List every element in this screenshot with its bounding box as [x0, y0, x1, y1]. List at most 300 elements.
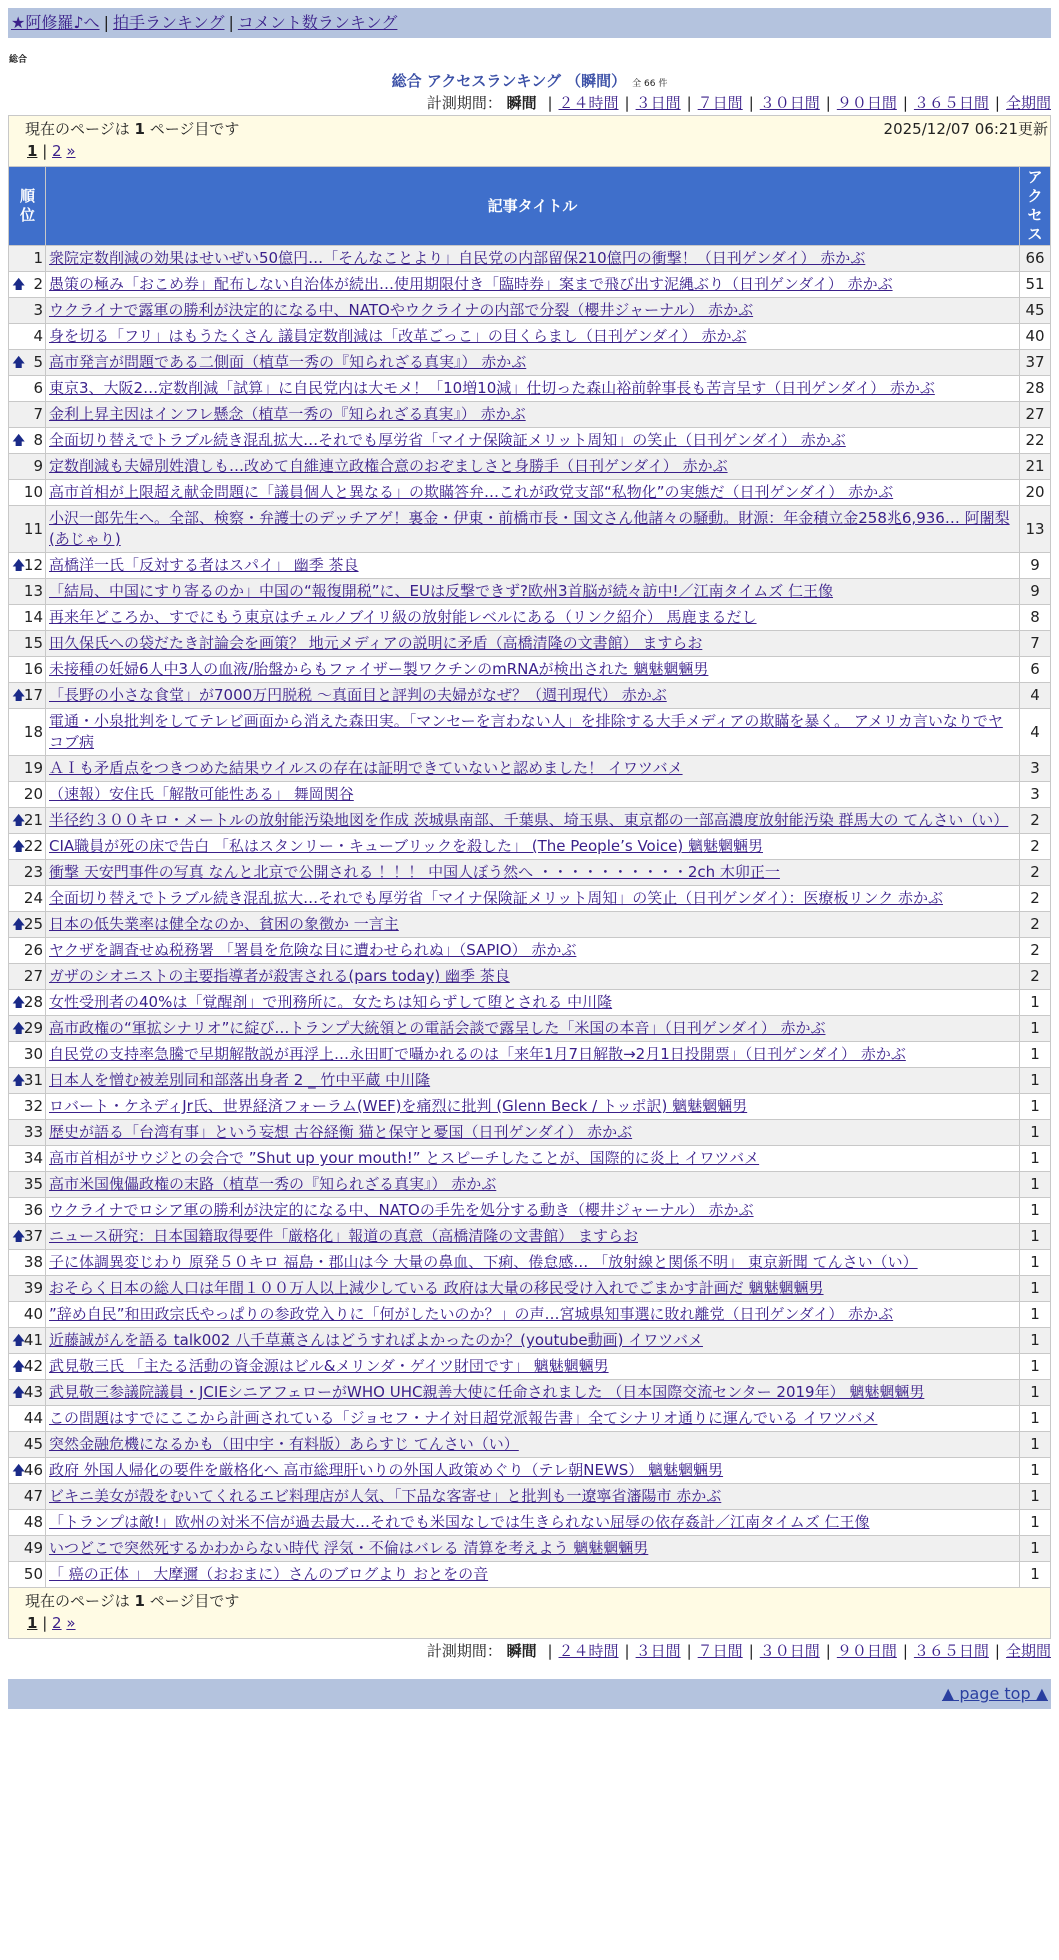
rank-cell [9, 808, 46, 834]
table-row [9, 350, 1051, 376]
access-count: 6 [1020, 657, 1051, 683]
access-count: 45 [1020, 298, 1051, 324]
rank-cell [9, 964, 46, 990]
period-label: 計測期間： [426, 94, 502, 112]
arrow-up-icon: 🡅 [12, 1333, 26, 1348]
title-cell [46, 1094, 1020, 1120]
pager-page-2[interactable]: 2 [52, 1614, 62, 1632]
article-link[interactable]: ガザのシオニストの主要指導者が殺害される(pars today) 幽季 茶良 [49, 967, 510, 985]
article-link[interactable]: 金利上昇主因はインフレ懸念（植草一秀の『知られざる真実』） 赤かぶ [49, 405, 526, 423]
comment-ranking-link[interactable]: コメント数ランキング [237, 13, 398, 32]
table-row [9, 1458, 1051, 1484]
rank-number: 5 [33, 353, 43, 371]
rank-cell [9, 298, 46, 324]
table-row [9, 376, 1051, 402]
period-link-1[interactable]: ３日間 [635, 94, 681, 112]
arrow-up-icon: 🡅 [12, 1463, 26, 1478]
rank-cell [9, 1458, 46, 1484]
access-count: 1 [1020, 1328, 1051, 1354]
table-row [9, 1250, 1051, 1276]
article-link[interactable]: 近藤誠がんを語る talk002 八千草薫さんはどうすればよかったのか？(youtube動画) イワツバメ [49, 1331, 703, 1349]
article-link[interactable]: ビキニ美女が殻をむいてくれるエビ料理店が人気、「下品な客寄せ」と批判も一遼寧省瀋陽市 赤かぶ [49, 1487, 722, 1505]
rank-number: 10 [23, 483, 43, 501]
pager-bottom: 1 | 2 » [27, 1614, 76, 1632]
access-count: 1 [1020, 1146, 1051, 1172]
pager-top: 1 | 2 » [27, 142, 76, 160]
pager-next[interactable]: » [66, 142, 76, 160]
rank-cell [9, 683, 46, 709]
rank-number: 40 [23, 1305, 43, 1323]
article-link[interactable]: ニュース研究：日本国籍取得要件「厳格化」報道の真意（高橋清隆の文書館） ますらお [49, 1227, 639, 1245]
access-count: 1 [1020, 1432, 1051, 1458]
rank-number: 42 [23, 1357, 43, 1375]
access-count: 2 [1020, 808, 1051, 834]
article-link[interactable]: 衝撃 天安門事件の写真 なんと北京で公開される ！！！ 中国人ぼう然へ ・・・・・・・・・・2ch 木卯正一 [49, 863, 780, 881]
rank-cell [9, 1146, 46, 1172]
period-link-5[interactable]: ３６５日間 [913, 94, 989, 112]
period-selector-bottom: 計測期間： 瞬間 | ２４時間 | ３日間 | ７日間 | ３０日間 | ９０日間 | ３６５日間 | 全期間 [426, 1642, 1051, 1660]
arrow-up-icon: 🡅 [12, 277, 26, 292]
access-count: 1 [1020, 1562, 1051, 1588]
page-info-box-bottom [8, 1588, 1051, 1639]
col-title: 記事タイトル [46, 167, 1020, 246]
article-link[interactable]: 愚策の極み「おこめ券」配布しない自治体が続出…使用期限付き「臨時券」案まで飛び出す泥縄ぶり（日刊ゲンダイ） 赤かぶ [49, 275, 893, 293]
arrow-up-icon: 🡅 [12, 1021, 26, 1036]
period-link-1[interactable]: ３日間 [635, 1642, 681, 1660]
table-row [9, 1172, 1051, 1198]
rank-cell [9, 506, 46, 553]
access-count: 2 [1020, 886, 1051, 912]
col-rank: 順位 [9, 167, 46, 246]
article-link[interactable]: 「長野の小さな食堂」が7000万円脱税 ～真面目と評判の夫婦がなぜ？（週刊現代） 赤かぶ [49, 686, 667, 704]
rank-number: 15 [23, 634, 43, 652]
access-count: 1 [1020, 990, 1051, 1016]
pager-page-2[interactable]: 2 [52, 142, 62, 160]
rank-number: 14 [23, 608, 43, 626]
article-link[interactable]: 再来年どころか、すでにもう東京はチェルノブイリ級の放射能レベルにある（リンク紹介） 馬鹿まるだし [49, 608, 757, 626]
access-count: 1 [1020, 1536, 1051, 1562]
table-row [9, 631, 1051, 657]
period-current: 瞬間 [506, 94, 537, 112]
access-count: 13 [1020, 506, 1051, 553]
article-link[interactable]: CIA職員が死の床で告白 「私はスタンリー・キューブリックを殺した」 (The People’s Voice) 魑魅魍魎男 [49, 837, 763, 855]
title-cell [46, 834, 1020, 860]
table-row [9, 506, 1051, 553]
table-row [9, 1146, 1051, 1172]
title-cell [46, 964, 1020, 990]
article-link[interactable]: ロバート・ケネディJr氏、世界経済フォーラム(WEF)を痛烈に批判 (Glenn Beck / トッポ訳) 魑魅魍魎男 [49, 1097, 748, 1115]
title-cell [46, 657, 1020, 683]
article-link[interactable]: 電通・小泉批判をしてテレビ画面から消えた森田実。「マンセーを言わない人」を排除する大手メディアの欺瞞を暴く。 アメリカ言いなりでヤコブ病 [49, 712, 1003, 751]
title-cell [46, 1302, 1020, 1328]
rank-cell [9, 912, 46, 938]
article-link[interactable]: この問題はすでにここから計画されている「ジョセフ・ナイ対日超党派報告書」全てシナリオ通りに運んでいる イワツバメ [49, 1409, 878, 1427]
title-cell [46, 1198, 1020, 1224]
access-count: 22 [1020, 428, 1051, 454]
table-row [9, 1094, 1051, 1120]
rank-number: 19 [23, 759, 43, 777]
article-link[interactable]: 高市首相が上限超え献金問題に「議員個人と異なる」の欺瞞答弁…これが政党支部“私物化”の実態だ（日刊ゲンダイ） 赤かぶ [49, 483, 894, 501]
rank-cell [9, 1302, 46, 1328]
table-row [9, 683, 1051, 709]
pager-current: 1 [27, 1614, 38, 1632]
rank-number: 39 [23, 1279, 43, 1297]
title-cell [46, 1406, 1020, 1432]
rank-cell [9, 1198, 46, 1224]
article-link[interactable]: ウクライナで露軍の勝利が決定的になる中、NATOやウクライナの内部で分裂（櫻井ジャーナル） 赤かぶ [49, 301, 754, 319]
rank-number: 4 [33, 327, 43, 345]
access-count: 20 [1020, 480, 1051, 506]
arrow-up-icon: 🡅 [12, 558, 26, 573]
rank-number: 21 [23, 811, 43, 829]
access-count: 9 [1020, 579, 1051, 605]
title-cell [46, 1068, 1020, 1094]
table-row [9, 272, 1051, 298]
article-link[interactable]: ＡＩも矛盾点をつきつめた結果ウイルスの存在は証明できていないと認めました！ イワツバメ [49, 759, 683, 777]
access-count: 1 [1020, 1484, 1051, 1510]
access-count: 27 [1020, 402, 1051, 428]
current-page-text: 現在のページは 1 ページ目です [25, 120, 240, 138]
article-link[interactable]: 田久保氏への袋だたき討論会を画策？ 地元メディアの説明に矛盾（高橋清隆の文書館） ますらお [49, 634, 703, 652]
title-cell [46, 1042, 1020, 1068]
rank-cell [9, 272, 46, 298]
title-cell [46, 1354, 1020, 1380]
article-link[interactable]: 高市政権の“軍拡シナリオ”に綻び…トランプ大統領との電話会談で露呈した「米国の本音」（日刊ゲンダイ） 赤かぶ [49, 1019, 826, 1037]
access-count: 4 [1020, 709, 1051, 756]
rank-cell [9, 1068, 46, 1094]
rank-cell [9, 1016, 46, 1042]
title-cell [46, 272, 1020, 298]
arrow-up-icon: 🡅 [12, 1385, 26, 1400]
period-link-5[interactable]: ３６５日間 [913, 1642, 989, 1660]
article-link[interactable]: 衆院定数削減の効果はせいぜい50億円…「そんなことより」自民党の内部留保210億円の衝撃！（日刊ゲンダイ） 赤かぶ [49, 249, 866, 267]
rank-number: 3 [33, 301, 43, 319]
table-row [9, 1198, 1051, 1224]
table-row [9, 808, 1051, 834]
page-top-link[interactable]: ▲ page top ▲ [941, 1684, 1048, 1703]
pager-current: 1 [27, 142, 38, 160]
rank-cell [9, 1484, 46, 1510]
rank-number: 23 [23, 863, 43, 881]
access-count: 3 [1020, 782, 1051, 808]
rank-cell [9, 1250, 46, 1276]
rank-cell [9, 605, 46, 631]
access-count: 1 [1020, 1094, 1051, 1120]
table-row [9, 324, 1051, 350]
period-link-3[interactable]: ３０日間 [759, 1642, 820, 1660]
rank-cell [9, 1432, 46, 1458]
rank-cell [9, 1328, 46, 1354]
access-count: 9 [1020, 553, 1051, 579]
article-link[interactable]: ”辞め自民”和田政宗氏やっぱりの参政党入りに「何がしたいのか？」の声…宮城県知事選に敗れ離党（日刊ゲンダイ） 赤かぶ [49, 1305, 894, 1323]
rank-number: 44 [23, 1409, 43, 1427]
title-cell [46, 938, 1020, 964]
period-link-4[interactable]: ９０日間 [836, 1642, 897, 1660]
arrow-up-icon: 🡅 [12, 1359, 26, 1374]
period-current: 瞬間 [506, 1642, 537, 1660]
period-link-3[interactable]: ３０日間 [759, 94, 820, 112]
rank-cell [9, 428, 46, 454]
period-link-4[interactable]: ９０日間 [836, 94, 897, 112]
article-link[interactable]: いつどこで突然死するかわからない時代 浮気・不倫はバレる 清算を考えよう 魑魅魍魎男 [49, 1539, 649, 1557]
period-link-0[interactable]: ２４時間 [558, 94, 619, 112]
rank-number: 27 [23, 967, 43, 985]
title-cell [46, 1562, 1020, 1588]
article-link[interactable]: おそらく日本の総人口は年間１００万人以上減少している 政府は大量の移民受け入れでごまかす計画だ 魑魅魍魎男 [49, 1279, 824, 1297]
rank-cell [9, 246, 46, 272]
arrow-up-icon: 🡅 [12, 839, 26, 854]
article-link[interactable]: 「トランプは敵!」欧州の対米不信が過去最大…それでも米国なしでは生きられない屈辱の依存姦計／江南タイムズ 仁王像 [49, 1513, 870, 1531]
access-count: 1 [1020, 1042, 1051, 1068]
rank-number: 26 [23, 941, 43, 959]
table-row [9, 657, 1051, 683]
table-row [9, 480, 1051, 506]
article-link[interactable]: 高市首相がサウジとの会合で ”Shut up your mouth!” とスピーチしたことが、国際的に炎上 イワツバメ [49, 1149, 760, 1167]
rank-number: 31 [23, 1071, 43, 1089]
rank-cell [9, 1172, 46, 1198]
arrow-up-icon: 🡅 [12, 1073, 26, 1088]
article-link[interactable]: 日本の低失業率は健全なのか、貧困の象徴か 一言主 [49, 915, 399, 933]
rank-cell [9, 709, 46, 756]
rank-number: 1 [33, 249, 43, 267]
access-count: 2 [1020, 834, 1051, 860]
article-link[interactable]: 身を切る「フリ」はもうたくさん 議員定数削減は「改革ごっこ」の目くらまし（日刊ゲンダイ） 赤かぶ [49, 327, 747, 345]
article-link[interactable]: 自民党の支持率急騰で早期解散説が再浮上…永田町で囁かれるのは「来年1月7日解散→2月1日投開票」（日刊ゲンダイ） 赤かぶ [49, 1045, 906, 1063]
table-row [9, 1276, 1051, 1302]
rank-number: 20 [23, 785, 43, 803]
title-cell [46, 756, 1020, 782]
rank-number: 45 [23, 1435, 43, 1453]
pager-next[interactable]: » [66, 1614, 76, 1632]
access-count: 66 [1020, 246, 1051, 272]
table-row [9, 454, 1051, 480]
rank-number: 17 [23, 686, 43, 704]
title-cell [46, 1250, 1020, 1276]
table-row [9, 1406, 1051, 1432]
table-row [9, 912, 1051, 938]
access-count: 1 [1020, 1016, 1051, 1042]
title-cell [46, 376, 1020, 402]
access-count: 1 [1020, 1406, 1051, 1432]
title-cell [46, 1016, 1020, 1042]
rank-number: 30 [23, 1045, 43, 1063]
rank-number: 37 [23, 1227, 43, 1245]
period-link-2[interactable]: ７日間 [697, 1642, 743, 1660]
title-cell [46, 1432, 1020, 1458]
table-row [9, 860, 1051, 886]
article-link[interactable]: 武見敬三参議院議員・JCIEシニアフェローがWHO UHC親善大使に任命されました （日本国際交流センター 2019年） 魑魅魍魎男 [49, 1383, 925, 1401]
updated-timestamp: 2025/12/07 06:21更新 [883, 120, 1048, 138]
period-link-6[interactable]: 全期間 [1005, 1642, 1051, 1660]
page-title-row [8, 71, 1051, 91]
arrow-up-icon: 🡅 [12, 1229, 26, 1244]
table-row [9, 579, 1051, 605]
arrow-up-icon: 🡅 [12, 917, 26, 932]
rank-cell [9, 1276, 46, 1302]
rank-number: 47 [23, 1487, 43, 1505]
home-link[interactable]: ★阿修羅♪へ [11, 13, 100, 32]
rank-number: 8 [33, 431, 43, 449]
title-cell [46, 480, 1020, 506]
title-cell [46, 860, 1020, 886]
access-count: 1 [1020, 1068, 1051, 1094]
rank-cell [9, 1120, 46, 1146]
rank-cell [9, 350, 46, 376]
access-count: 1 [1020, 1510, 1051, 1536]
article-link[interactable]: 東京3、大阪2…定数削減「試算」に自民党内は大モメ！「10増10減」仕切った森山裕前幹事長も苦言呈す（日刊ゲンダイ） 赤かぶ [49, 379, 935, 397]
period-link-6[interactable]: 全期間 [1005, 94, 1051, 112]
arrow-up-icon: 🡅 [12, 813, 26, 828]
rank-cell [9, 1406, 46, 1432]
article-link[interactable]: （速報）安住氏「解散可能性ある」 舞岡関谷 [49, 785, 354, 803]
rank-number: 35 [23, 1175, 43, 1193]
rank-number: 25 [23, 915, 43, 933]
article-link[interactable]: 歴史が語る「台湾有事」という妄想 古谷経衡 猫と保守と憂国（日刊ゲンダイ） 赤かぶ [49, 1123, 633, 1141]
rank-cell [9, 402, 46, 428]
table-row [9, 553, 1051, 579]
rank-cell [9, 1536, 46, 1562]
rank-number: 38 [23, 1253, 43, 1271]
article-link[interactable]: ヤクザを調査せぬ税務署 「署員を危険な目に遭わせられぬ」（SAPIO） 赤かぶ [49, 941, 577, 959]
article-link[interactable]: 未接種の妊婦6人中3人の血液/胎盤からもファイザー製ワクチンのmRNAが検出された 魑魅魍魎男 [49, 660, 709, 678]
bottom-bar [8, 1679, 1051, 1709]
rank-number: 50 [23, 1565, 43, 1583]
rank-cell [9, 990, 46, 1016]
rank-number: 33 [23, 1123, 43, 1141]
title-cell [46, 402, 1020, 428]
table-row [9, 246, 1051, 272]
arrow-up-icon: 🡅 [12, 995, 26, 1010]
table-row [9, 1068, 1051, 1094]
access-count: 21 [1020, 454, 1051, 480]
access-count: 2 [1020, 912, 1051, 938]
rank-number: 16 [23, 660, 43, 678]
table-row [9, 990, 1051, 1016]
article-link[interactable]: 突然金融危機になるかも（田中宇・有料版）あらすじ てんさい（い） [49, 1435, 519, 1453]
article-link[interactable]: 日本人を憎む被差別同和部落出身者 2 _ 竹中平蔵 中川隆 [49, 1071, 431, 1089]
title-cell [46, 553, 1020, 579]
access-count: 8 [1020, 605, 1051, 631]
access-count: 3 [1020, 756, 1051, 782]
table-row [9, 1484, 1051, 1510]
article-link[interactable]: 政府 外国人帰化の要件を厳格化へ 高市総理肝いりの外国人政策めぐり（テレ朝NEWS） 魑魅魍魎男 [49, 1461, 724, 1479]
table-row [9, 1562, 1051, 1588]
period-selector-top: 計測期間： 瞬間 | ２４時間 | ３日間 | ７日間 | ３０日間 | ９０日間 | ３６５日間 | 全期間 [426, 94, 1051, 112]
period-link-2[interactable]: ７日間 [697, 94, 743, 112]
rank-cell [9, 480, 46, 506]
arrow-up-icon: 🡅 [12, 688, 26, 703]
article-link[interactable]: 全面切り替えでトラブル続き混乱拡大…それでも厚労省「マイナ保険証メリット周知」の笑止（日刊ゲンダイ） 赤かぶ [49, 431, 846, 449]
rank-cell [9, 1042, 46, 1068]
access-count: 28 [1020, 376, 1051, 402]
rank-number: 9 [33, 457, 43, 475]
article-link[interactable]: 子に体調異変じわり 原発５０キロ 福島・郡山は今 大量の鼻血、下痢、倦怠感… 「放射線と関係不明」 東京新聞 てんさい（い） [49, 1253, 918, 1271]
article-link[interactable]: 高橋洋一氏「反対する者はスパイ」 幽季 茶良 [49, 556, 359, 574]
title-cell [46, 454, 1020, 480]
article-link[interactable]: 半径约３００キロ・メートルの放射能汚染地図を作成 茨城県南部、千葉県、埼玉県、東京都の一部高濃度放射能汚染 群馬大の てんさい（い） [49, 811, 1009, 829]
access-count: 37 [1020, 350, 1051, 376]
table-row [9, 782, 1051, 808]
article-link[interactable]: 「 癌の正体 」 大摩邇（おおまに）さんのブログより おとをの音 [49, 1565, 489, 1583]
title-cell [46, 428, 1020, 454]
top-nav: ★阿修羅♪へ | 拍手ランキング | コメント数ランキング [8, 8, 1051, 38]
title-cell [46, 1120, 1020, 1146]
article-link[interactable]: 小沢一郎先生へ。全部、検察・弁護士のデッチアゲ！裏金・伊東・前橋市長・国文さん他諸々の騒動。財源：年金積立金258兆6,936… 阿闍梨(あじゃり) [49, 509, 1010, 548]
rank-number: 24 [23, 889, 43, 907]
table-header [9, 167, 1051, 246]
title-cell [46, 324, 1020, 350]
page-title: 総合 アクセスランキング （瞬間） [391, 72, 627, 90]
access-count: 1 [1020, 1302, 1051, 1328]
title-cell [46, 246, 1020, 272]
col-access: アクセス [1020, 167, 1051, 246]
article-link[interactable]: 全面切り替えでトラブル続き混乱拡大…それでも厚労省「マイナ保険証メリット周知」の笑止（日刊ゲンダイ）：医療板リンク 赤かぶ [49, 889, 943, 907]
rank-number: 43 [23, 1383, 43, 1401]
title-cell [46, 605, 1020, 631]
page-info-box [8, 115, 1051, 166]
rank-number: 41 [23, 1331, 43, 1349]
rank-number: 28 [23, 993, 43, 1011]
access-count: 1 [1020, 1198, 1051, 1224]
rank-number: 2 [33, 275, 43, 293]
rank-cell [9, 1094, 46, 1120]
title-cell [46, 1458, 1020, 1484]
title-cell [46, 1328, 1020, 1354]
access-count: 1 [1020, 1224, 1051, 1250]
article-link[interactable]: ウクライナでロシア軍の勝利が決定的になる中、NATOの手先を処分する動き（櫻井ジャーナル） 赤かぶ [49, 1201, 754, 1219]
title-cell [46, 579, 1020, 605]
title-cell [46, 506, 1020, 553]
article-link[interactable]: 「結局、中国にすり寄るのか」中国の“報復開税”に、EUは反撃できず?欧州3首脳が続々訪中!／江南タイムズ 仁王像 [49, 582, 833, 600]
table-row [9, 1536, 1051, 1562]
rank-cell [9, 553, 46, 579]
access-count: 40 [1020, 324, 1051, 350]
access-count: 2 [1020, 860, 1051, 886]
rank-cell [9, 860, 46, 886]
table-row [9, 834, 1051, 860]
access-count: 51 [1020, 272, 1051, 298]
rank-number: 34 [23, 1149, 43, 1167]
access-count: 1 [1020, 1172, 1051, 1198]
title-cell [46, 709, 1020, 756]
article-link[interactable]: 女性受刑者の40%は「覚醒剤」で刑務所に。女たちは知らずして堕とされる 中川隆 [49, 993, 613, 1011]
table-row [9, 402, 1051, 428]
table-row [9, 1432, 1051, 1458]
article-link[interactable]: 武見敬三氏 「主たる活動の資金源はビル&メリンダ・ゲイツ財団です」 魑魅魍魎男 [49, 1357, 609, 1375]
rank-cell [9, 938, 46, 964]
rank-number: 18 [23, 722, 43, 741]
period-link-0[interactable]: ２４時間 [558, 1642, 619, 1660]
arrow-up-icon: 🡅 [12, 355, 26, 370]
table-row [9, 1224, 1051, 1250]
rank-number: 7 [33, 405, 43, 423]
rank-cell [9, 454, 46, 480]
rank-number: 22 [23, 837, 43, 855]
article-link[interactable]: 高市発言が問題である二側面（植草一秀の『知られざる真実』） 赤かぶ [49, 353, 527, 371]
rank-cell [9, 782, 46, 808]
table-row [9, 756, 1051, 782]
article-link[interactable]: 定数削減も夫婦別姓潰しも…改めて自維連立政権合意のおぞましさと身勝手（日刊ゲンダイ） 赤かぶ [49, 457, 728, 475]
access-count: 1 [1020, 1380, 1051, 1406]
article-link[interactable]: 高市米国傀儡政権の末路（植草一秀の『知られざる真実』） 赤かぶ [49, 1175, 497, 1193]
table-row [9, 298, 1051, 324]
clap-ranking-link[interactable]: 拍手ランキング [112, 13, 225, 32]
table-row [9, 1510, 1051, 1536]
rank-number: 49 [23, 1539, 43, 1557]
access-count: 4 [1020, 683, 1051, 709]
table-row [9, 938, 1051, 964]
rank-cell [9, 756, 46, 782]
